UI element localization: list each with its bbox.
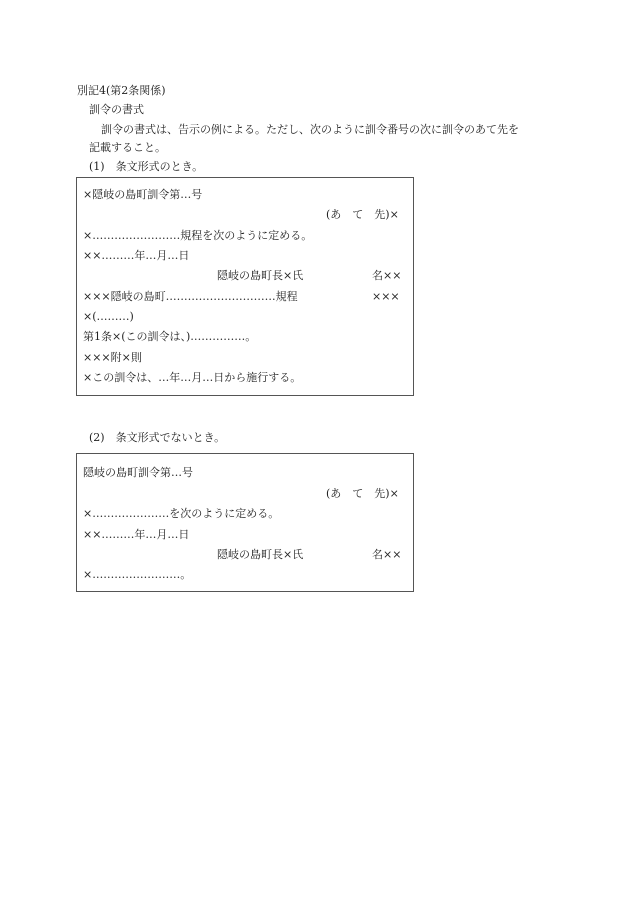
case-1-supplement: ×××附×則 (83, 351, 142, 364)
case-1-article: 第1条×(この訓令は、)……………。 (83, 330, 257, 343)
case-2-body: ×……………………。 (83, 568, 192, 581)
case-1-rule-title: ×××隠岐の島町…………………………規程 (83, 290, 298, 303)
case-1-mayor-name: 名×× (372, 269, 402, 282)
case-2-label: (2) 条文形式でないとき。 (89, 431, 226, 444)
case-2-enact: ×…………………を次のように定める。 (83, 507, 280, 520)
section-title: 訓令の書式 (89, 103, 144, 116)
case-1-mayor: 隠岐の島町長×氏 (217, 269, 304, 282)
intro-line-2: 記載すること。 (89, 141, 166, 154)
case-2-mayor-name: 名×× (372, 548, 402, 561)
intro-line-1: 訓令の書式は、告示の例による。ただし、次のように訓令番号の次に訓令のあて先を (101, 123, 519, 136)
case-1-date: ××………年…月…日 (83, 249, 190, 262)
case-1-effective: ×この訓令は、…年…月…日から施行する。 (83, 371, 302, 384)
case-1-addressee: (あ て 先)× (326, 208, 399, 221)
case-1-label: (1) 条文形式のとき。 (89, 160, 204, 173)
case-2-addressee: (あ て 先)× (326, 487, 399, 500)
heading: 別記4(第2条関係) (77, 84, 166, 97)
case-2-number: 隠岐の島町訓令第…号 (83, 466, 193, 479)
case-2-mayor: 隠岐の島町長×氏 (217, 548, 304, 561)
case-1-rule-title-tail: ××× (372, 290, 400, 303)
case-1-enact: ×……………………規程を次のように定める。 (83, 229, 313, 242)
case-1-paren: ×(………) (83, 310, 134, 323)
case-2-date: ××………年…月…日 (83, 528, 190, 541)
case-1-number: ×隠岐の島町訓令第…号 (83, 188, 203, 201)
